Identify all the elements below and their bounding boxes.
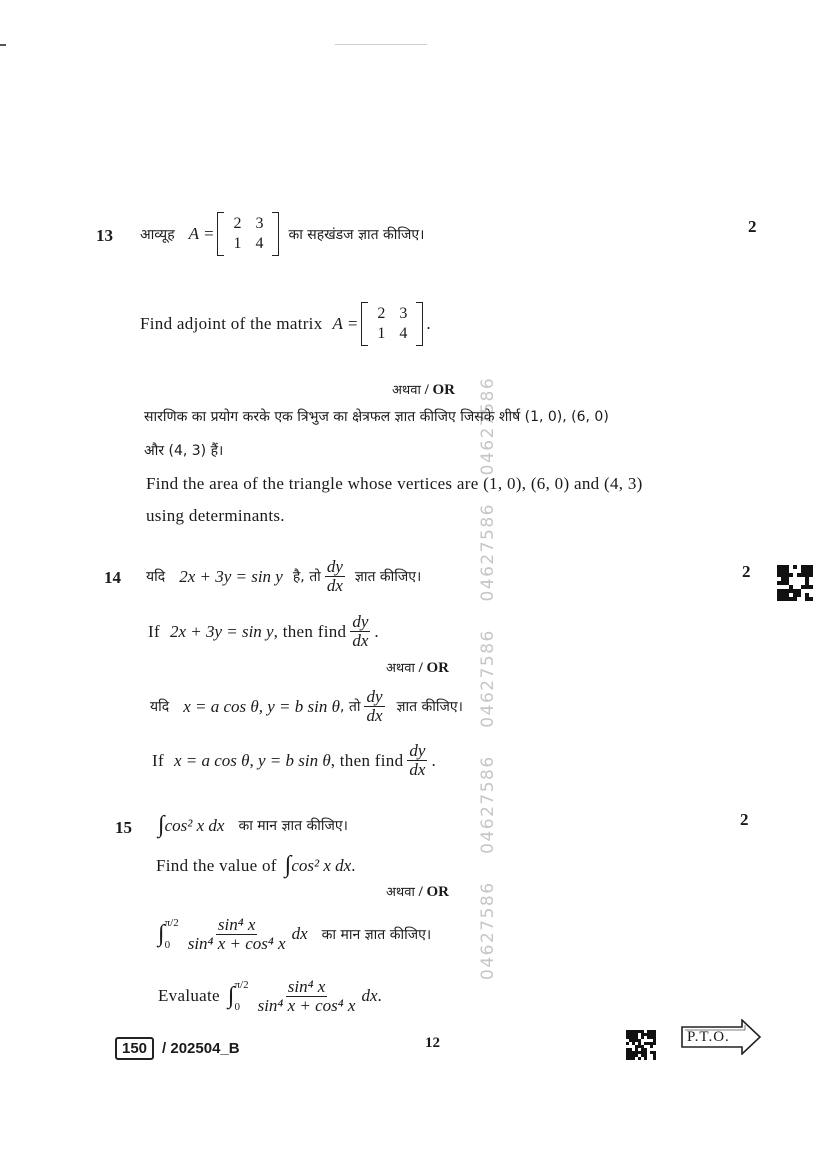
q13-alt-english-line2: using determinants.	[146, 506, 285, 525]
q14-or-label: अथवा / OR	[386, 660, 450, 676]
q13-hindi-pre: आव्यूह	[140, 226, 175, 243]
small-qr-code-icon	[626, 1030, 656, 1060]
pto-label: P.T.O.	[687, 1029, 730, 1045]
page-number: 12	[425, 1035, 440, 1051]
q15-alt-hindi-line: ∫ π/2 0 $\frac{\text{sin⁴ x}}{\text{sin⁴ x + cos⁴ x}}$ dx का मान ज्ञात कीजिए।	[158, 914, 432, 953]
q15-hindi-line: ∫ cos² x dx का मान ज्ञात कीजिए।	[158, 812, 348, 838]
q14-derivative: $\frac{dy}{dx}$	[326, 557, 343, 595]
q13-english-pre: Find adjoint of the matrix	[140, 314, 323, 333]
paper-code-rest: / 202504_B	[162, 1040, 240, 1057]
q13-alt-hindi-line1: सारणिक का प्रयोग करके एक त्रिभुज का क्षेत्रफल ज्ञात कीजिए जिसके शीर्ष (1, 0), (6, 0)	[144, 409, 609, 425]
q13-marks: 2	[748, 217, 757, 236]
q13-matrix: 2 3 1 4	[217, 212, 279, 256]
q13-matrix-var: A =	[188, 224, 215, 243]
q14-marks: 2	[742, 562, 751, 581]
q13-english-matrix: 2 3 1 4	[361, 302, 423, 346]
q14-alt-english-line: If x = a cos θ, y = b sin θ , then find $\frac{dy}{dx}$ .	[152, 741, 436, 779]
q13-alt-english-line1: Find the area of the triangle whose vertices are (1, 0), (6, 0) and (4, 3)	[146, 474, 643, 493]
q15-alt-english-line: Evaluate ∫ π/2 0 $\frac{\text{sin⁴ x}}{\text{sin⁴ x + cos⁴ x}}$ dx .	[158, 976, 383, 1015]
q13-english-line: Find adjoint of the matrix A = 2 3 1 4 .	[140, 302, 431, 346]
watermark-rollnumber: 04627586 04627586 04627586 04627586 04627586	[478, 376, 498, 980]
q13-hindi-post: का सहखंडज ज्ञात कीजिए।	[288, 226, 425, 243]
q13-english-matrix-var: A =	[332, 314, 359, 333]
q13-or-label: अथवा / OR	[392, 382, 456, 398]
q14-english-line: If 2x + 3y = sin y , then find $\frac{dy}{dx}$ .	[148, 612, 379, 650]
q15-english-line: Find the value of ∫ cos² x dx .	[156, 852, 356, 878]
top-rule	[335, 44, 427, 45]
q14-number: 14	[104, 568, 121, 587]
paper-code-box: 150	[115, 1037, 154, 1060]
q13-alt-hindi-line2: और (4, 3) हैं।	[144, 443, 224, 459]
q15-number: 15	[115, 818, 132, 837]
qr-code-icon	[777, 565, 813, 601]
q13-number: 13	[96, 226, 113, 245]
paper-code	[115, 1037, 240, 1060]
page-corner-mark	[0, 44, 6, 46]
q15-or-label: अथवा / OR	[386, 884, 450, 900]
q13-hindi-line	[140, 212, 424, 256]
q14-hindi-line: यदि 2x + 3y = sin y है, तो $\frac{dy}{dx}$ ज्ञात कीजिए।	[146, 557, 422, 595]
q15-marks: 2	[740, 810, 749, 829]
q14-alt-hindi-line: यदि x = a cos θ, y = b sin θ , तो $\frac{dy}{dx}$ ज्ञात कीजिए।	[150, 687, 463, 725]
